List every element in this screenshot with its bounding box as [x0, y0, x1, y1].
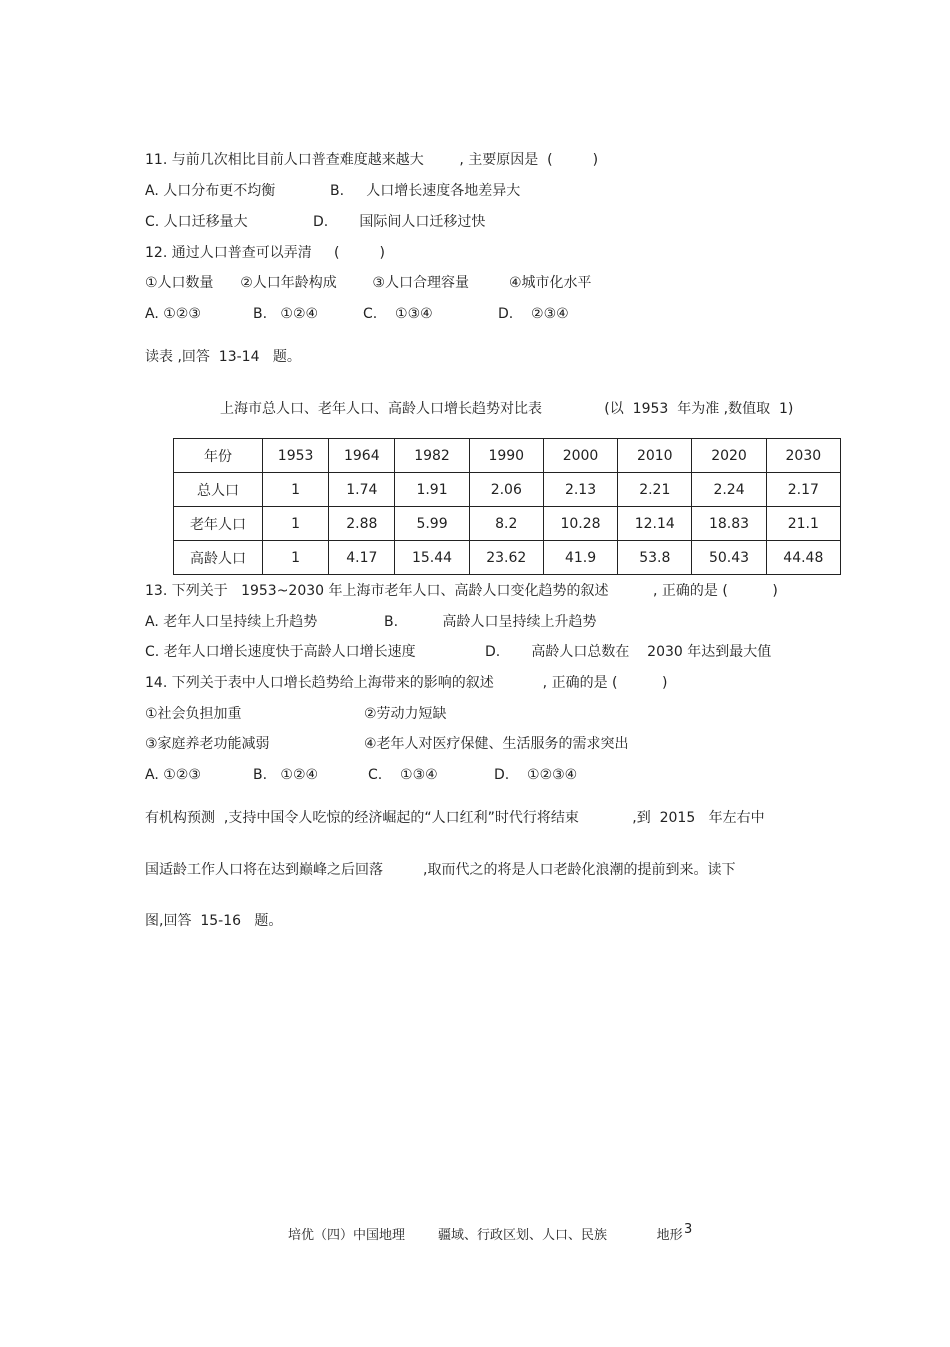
table-cell: 15.44	[395, 541, 469, 575]
q12-option-c: C. ①③④	[363, 306, 433, 322]
table-row-label: 老年人口	[174, 507, 263, 541]
table-intro: 读表 ,回答 13-14 题。	[145, 349, 301, 365]
table-header-row	[174, 439, 841, 473]
table-row	[174, 507, 841, 541]
table-cell: 1	[263, 541, 329, 575]
q14-option-c: C. ①③④	[368, 767, 438, 783]
q13-stem: 13. 下列关于 1953~2030 年上海市老年人口、高龄人口变化趋势的叙述 , 正确的是 ( )	[145, 583, 778, 599]
table-row-label: 高龄人口	[174, 541, 263, 575]
q13-option-a: A. 老年人口呈持续上升趋势	[145, 614, 318, 630]
page-footer: 培优（四）中国地理 疆域、行政区划、人口、民族 地形	[288, 1228, 683, 1243]
table-cell: 23.62	[469, 541, 543, 575]
population-table	[173, 438, 841, 575]
table-header-cell: 2030	[766, 439, 840, 473]
table-header-cell: 2020	[692, 439, 766, 473]
table-header-cell: 1982	[395, 439, 469, 473]
table-cell: 18.83	[692, 507, 766, 541]
table-cell: 12.14	[618, 507, 692, 541]
q14-option-a: A. ①②③	[145, 767, 201, 783]
q13-option-b: B. 高龄人口呈持续上升趋势	[384, 614, 597, 630]
table-cell: 5.99	[395, 507, 469, 541]
q11-option-d: D. 国际间人口迁移过快	[313, 214, 486, 230]
table-cell: 1	[263, 507, 329, 541]
table-cell: 2.17	[766, 473, 840, 507]
table-caption: 上海市总人口、老年人口、高龄人口增长趋势对比表 (以 1953 年为准 ,数值取 1)	[220, 401, 794, 417]
table-cell: 2.13	[543, 473, 617, 507]
q11-stem: 11. 与前几次相比目前人口普查难度越来越大 , 主要原因是 ( )	[145, 152, 599, 168]
q12-items: ①人口数量 ②人口年龄构成 ③人口合理容量 ④城市化水平	[145, 275, 592, 291]
table-cell: 1.74	[329, 473, 395, 507]
q13-option-c: C. 老年人口增长速度快于高龄人口增长速度	[145, 644, 416, 660]
q11-option-a: A. 人口分布更不均衡	[145, 183, 276, 199]
table-cell: 50.43	[692, 541, 766, 575]
q13-option-d: D. 高龄人口总数在 2030 年达到最大值	[485, 644, 772, 660]
table-cell: 2.24	[692, 473, 766, 507]
q12-option-d: D. ②③④	[498, 306, 569, 322]
page-number: 3	[684, 1222, 693, 1237]
table-cell: 1.91	[395, 473, 469, 507]
q14-option-b: B. ①②④	[253, 767, 319, 783]
table-header-cell: 1964	[329, 439, 395, 473]
passage-line-1: 有机构预测 ,支持中国令人吃惊的经济崛起的“人口红利”时代行将结束 ,到 2015 年左右中	[145, 810, 765, 826]
table-cell: 21.1	[766, 507, 840, 541]
table-cell: 10.28	[543, 507, 617, 541]
table-cell: 2.88	[329, 507, 395, 541]
table-cell: 41.9	[543, 541, 617, 575]
q12-option-a: A. ①②③	[145, 306, 201, 322]
q14-item-1: ①社会负担加重	[145, 706, 242, 722]
table-row	[174, 541, 841, 575]
q14-item-4: ④老年人对医疗保健、生活服务的需求突出	[364, 736, 629, 752]
table-header-cell: 2010	[618, 439, 692, 473]
table-row-label: 总人口	[174, 473, 263, 507]
q14-item-3: ③家庭养老功能减弱	[145, 736, 270, 752]
q12-option-b: B. ①②④	[253, 306, 319, 322]
q14-option-d: D. ①②③④	[494, 767, 578, 783]
table-cell: 2.06	[469, 473, 543, 507]
table-header-cell: 2000	[543, 439, 617, 473]
q14-item-2: ②劳动力短缺	[364, 706, 447, 722]
q11-option-b: B. 人口增长速度各地差异大	[330, 183, 521, 199]
table-cell: 2.21	[618, 473, 692, 507]
table-header-cell: 1953	[263, 439, 329, 473]
table-header-cell: 1990	[469, 439, 543, 473]
table-cell: 1	[263, 473, 329, 507]
passage-line-2: 国适龄工作人口将在达到巅峰之后回落 ,取而代之的将是人口老龄化浪潮的提前到来。读下	[145, 862, 736, 878]
q11-option-c: C. 人口迁移量大	[145, 214, 248, 230]
table-cell: 8.2	[469, 507, 543, 541]
table-header-cell: 年份	[174, 439, 263, 473]
table-cell: 44.48	[766, 541, 840, 575]
q14-stem: 14. 下列关于表中人口增长趋势给上海带来的影响的叙述 , 正确的是 ( )	[145, 675, 668, 691]
q12-stem: 12. 通过人口普查可以弄清 ( )	[145, 245, 385, 261]
passage-line-3: 图,回答 15-16 题。	[145, 913, 283, 929]
table-cell: 53.8	[618, 541, 692, 575]
table-row	[174, 473, 841, 507]
table-cell: 4.17	[329, 541, 395, 575]
